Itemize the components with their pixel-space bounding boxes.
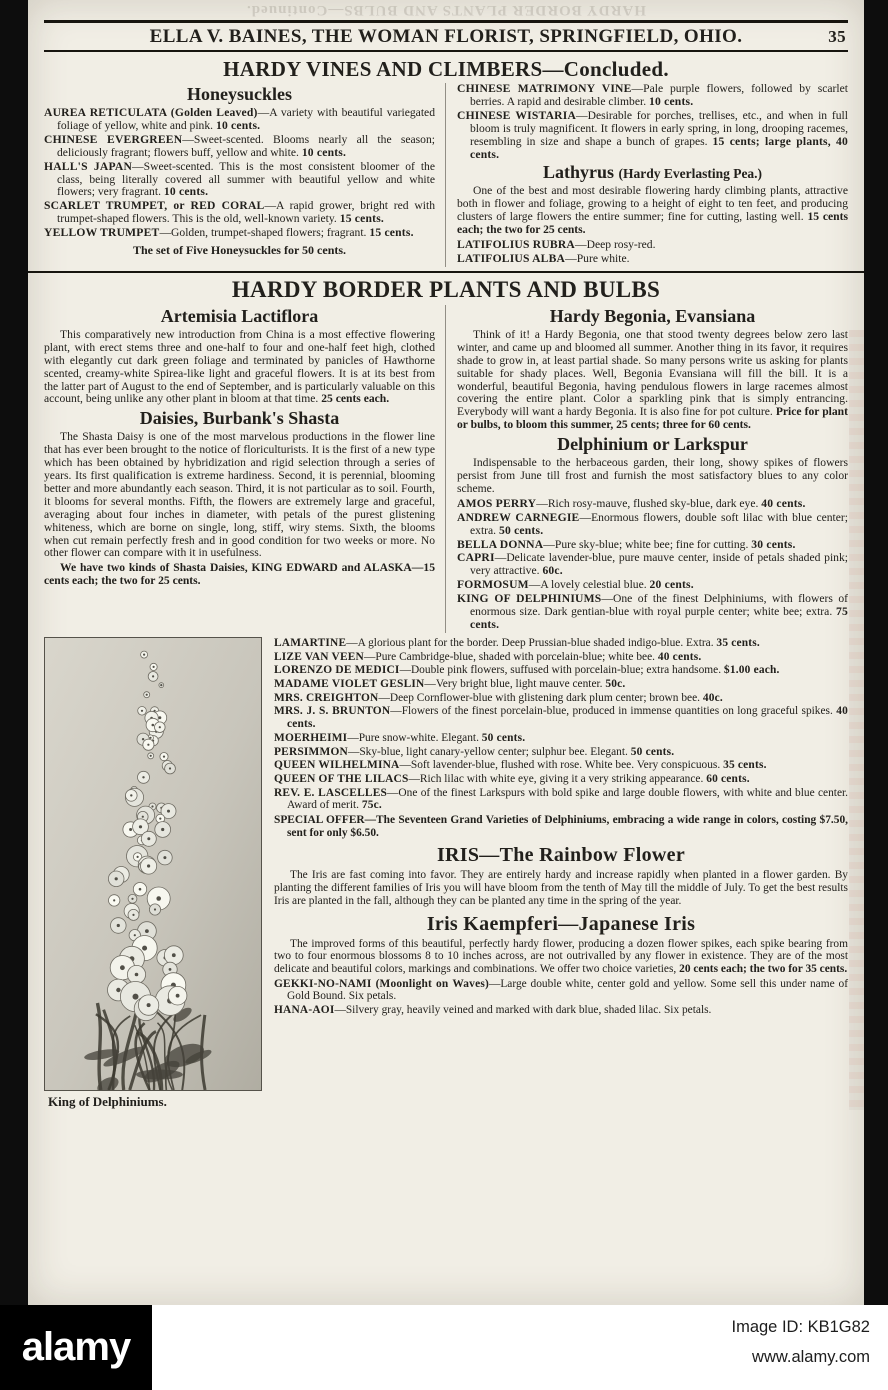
shasta-paragraph: The Shasta Daisy is one of the most marvelous productions in the flower line that has ever been brought to the notice of floriculturists. It is the first of a new type which has been obtained by hybridization and rigid selection through a series of years. Its first qualification is extreme hardiness. Second, it is perennial, blooming better and more abundantly each season. Third, it is not particular as to soil. Fourth, it blooms for several months. Fifth, the flowers are extremely large and graceful, averaging about four inches in diameter, with petals of the purest glistening whiteness, which are borne on single, long, stiff, wiry stems. Sixth, the blooms when cut remain perfectly fresh and in good condition for two weeks or more. No other flower can compare with it in usefulness.	[44, 430, 435, 560]
begonia-paragraph-text: Think of it! a Hardy Begonia, one that stood twenty degrees below zero last winter, and came up and bloomed all summer. Another thing in its favor, it requires shade to grow in, at least partial shade. So many persons write us asking for plants suitable for shady places. Well, Begonia Evansiana will fill the bill. It is a wonderful, beautiful Begonia, having pendulous flowers in large racemes almost covering the entire plant. Color a sparkling pink that is simply entrancing. Everybody will want a hardy Begonia. It is also fine for pot culture.	[457, 327, 848, 419]
lathyrus-list	[457, 239, 848, 266]
artemisia-paragraph	[44, 329, 435, 406]
entry-description: —Deep Cornflower-blue with glistening dark plum center; brown bee.	[378, 691, 700, 704]
catalog-entry	[274, 773, 848, 786]
catalog-entry	[274, 732, 848, 745]
entry-price: 15 cents.	[339, 212, 385, 226]
iris-paragraph: The Iris are fast coming into favor. They are entirely hardy and increase rapidly when planted in a flower garden. By planting the different families of Iris you will have bloom from the tenth of May till the middle of July. To get the best results Iris are planted in the fall, although they can be planted any time in the spring of the year.	[274, 869, 848, 907]
entry-price: 75c.	[361, 799, 382, 812]
honeysuckles-list	[44, 107, 435, 240]
catalog-entry	[44, 200, 435, 226]
alamy-url-text: www.alamy.com	[752, 1348, 870, 1366]
entry-price: 35 cents.	[723, 759, 767, 772]
entry-variety-name: MRS. J. S. BRUNTON	[274, 705, 391, 718]
begonia-price: Price for plant or bulbs, to bloom this summer, 25 cents; three for 60 cents.	[457, 405, 848, 432]
entry-price: $1.00 each.	[723, 664, 780, 677]
entry-price: 35 cents.	[716, 636, 760, 649]
watermark-bar	[0, 1305, 888, 1390]
kaempferi-heading: Iris Kaempferi—Japanese Iris	[426, 912, 696, 935]
entry-description: —Flowers of the finest porcelain-blue, produced in immense quantities on long graceful spikes.	[390, 705, 833, 718]
catalog-entry	[44, 161, 435, 200]
catalog-entry	[274, 787, 848, 812]
entry-description: —A glorious plant for the border. Deep Prussian-blue shaded indigo-blue. Extra.	[346, 636, 714, 649]
entry-variety-name: LATIFOLIUS RUBRA	[457, 238, 575, 252]
kaempferi-list	[274, 978, 848, 1017]
entry-variety-name: YELLOW TRUMPET	[44, 226, 160, 240]
entry-variety-name: MADAME VIOLET GESLIN	[274, 678, 425, 691]
kaempferi-paragraph-text: The improved forms of this beautiful, perfectly hardy flower, producing a dozen flower spikes, each spike bearing from two to four enormous blossoms 8 to 10 inches across, are not outrivalled by any flower in existence. They are of the most delicate and beautiful colors, markings and combinations. We offer two choice varieties,	[274, 937, 848, 975]
shasta-offer: We have two kinds of Shasta Daisies, KING EDWARD and ALASKA—15 cents each; the two for 25 cents.	[44, 561, 435, 588]
border-columns	[44, 305, 848, 633]
entry-variety-name: HANA-AOI	[274, 1004, 335, 1017]
image-id-text: Image ID: KB1G82	[731, 1318, 870, 1336]
kaempferi-price: 20 cents each; the two for 35 cents.	[679, 962, 848, 975]
entry-variety-name: MOERHEIMI	[274, 731, 348, 744]
entry-description: —Pure snow-white. Elegant.	[347, 731, 479, 744]
entry-variety-name: CHINESE MATRIMONY VINE	[457, 82, 632, 95]
entry-description: —One of the finest Larkspurs with bold spike and large double flowers, with white and blue center. Award of merit.	[287, 786, 849, 812]
border-right-column	[445, 305, 848, 633]
entry-description: —Enormous flowers, double soft lilac with blue center; extra.	[470, 510, 848, 537]
entry-price: 60 cents.	[706, 772, 750, 785]
bottom-right-column	[262, 637, 848, 1110]
kaempferi-paragraph	[274, 938, 848, 976]
section-title-border-plants: HARDY BORDER PLANTS AND BULBS	[231, 276, 661, 302]
entry-price: 60c.	[542, 564, 563, 578]
entry-price: 30 cents.	[751, 537, 796, 551]
delphinium-continued-list	[274, 637, 848, 812]
delphinium-special-offer: SPECIAL OFFER—The Seventeen Grand Varieties of Delphiniums, embracing a wide range in colors, costing $7.50, sent for only $6.50.	[274, 814, 848, 839]
alamy-logo-text: alamy	[21, 1325, 131, 1369]
entry-variety-name: ANDREW CARNEGIE	[457, 510, 580, 524]
entry-description: —Large double white, center gold and yellow. Some sell this under name of Gold Bound. Six petals.	[287, 977, 848, 1003]
entry-variety-name: REV. E. LASCELLES	[274, 786, 388, 799]
delphinium-photo-illustration	[45, 638, 261, 1090]
begonia-heading: Hardy Begonia, Evansiana	[549, 305, 756, 326]
catalog-entry	[44, 107, 435, 133]
entry-variety-name: CHINESE WISTARIA	[457, 108, 577, 122]
entry-price: 50 cents.	[630, 745, 675, 758]
begonia-paragraph	[457, 329, 848, 432]
entry-description: —Double pink flowers, suffused with porcelain-blue; extra handsome.	[399, 664, 722, 677]
entry-description: —Sweet-scented. Blooms nearly all the season; deliciously fragrant; flowers buff, yellow and white.	[57, 132, 435, 159]
delphinium-heading: Delphinium or Larkspur	[557, 434, 748, 455]
entry-description: —A rapid grower, bright red with trumpet-shaped flowers. This is the old, well-known variety.	[57, 199, 435, 226]
entry-variety-name: HALL'S JAPAN	[44, 159, 133, 173]
entry-variety-name: KING OF DELPHINIUMS	[457, 592, 602, 606]
catalog-entry	[457, 498, 848, 511]
entry-description: —Pure Cambridge-blue, shaded with porcelain-blue; white bee.	[363, 650, 655, 663]
iris-heading: IRIS—The Rainbow Flower	[436, 844, 686, 867]
delphinium-figure	[44, 637, 262, 1110]
entry-description: —Sky-blue, light canary-yellow center; sulphur bee. Elegant.	[347, 745, 628, 758]
entry-price: 15 cents.	[369, 226, 414, 240]
shasta-heading: Daisies, Burbank's Shasta	[139, 408, 340, 429]
catalog-entry	[457, 539, 848, 552]
entry-variety-name: AMOS PERRY	[457, 496, 537, 510]
delphinium-paragraph: Indispensable to the herbaceous garden, their long, showy spikes of flowers persist from June till frost and furnish the most satisfactory blues to any color scheme.	[457, 456, 848, 495]
entry-price: 50c.	[605, 678, 626, 691]
entry-price: 40 cents.	[657, 650, 702, 663]
delphinium-photo	[44, 637, 262, 1091]
catalog-entry	[274, 651, 848, 664]
catalog-entry	[457, 83, 848, 109]
lathyrus-heading	[457, 162, 848, 183]
catalog-entry	[274, 678, 848, 691]
catalog-entry	[457, 239, 848, 252]
entry-description: —Sweet-scented. This is the most consistent bloomer of the class, being literally covered all summer with beautiful yellow and white flowers; very fragrant.	[57, 159, 435, 199]
honeysuckles-set-offer: The set of Five Honeysuckles for 50 cents.	[132, 243, 347, 258]
entry-variety-name: LORENZO DE MEDICI	[274, 664, 400, 677]
entry-description: —Very bright blue, light mauve center.	[424, 678, 603, 691]
publisher-title: ELLA V. BAINES, THE WOMAN FLORIST, SPRINGFIELD, OHIO.	[149, 26, 743, 47]
entry-variety-name: BELLA DONNA	[457, 537, 544, 551]
border-left-column	[44, 305, 435, 633]
entry-variety-name: MRS. CREIGHTON	[274, 691, 379, 704]
entry-description: —Delicate lavender-blue, pure mauve center, inside of petals shaded pink; very attractive.	[470, 551, 848, 578]
catalog-page	[28, 0, 864, 1305]
catalog-entry	[274, 692, 848, 705]
entry-variety-name: LATIFOLIUS ALBA	[457, 251, 566, 265]
artemisia-price: 25 cents each.	[321, 392, 390, 406]
entry-description: —Pure sky-blue; white bee; fine for cutting.	[543, 537, 749, 551]
lathyrus-price: 15 cents each; the two for 25 cents.	[457, 210, 848, 237]
catalog-entry	[274, 705, 848, 730]
catalog-entry	[457, 253, 848, 266]
entry-variety-name: LAMARTINE	[274, 636, 347, 649]
entry-price: 10 cents.	[301, 145, 347, 159]
entry-description: —Soft lavender-blue, flushed with rose. White bee. Very conspicuous.	[399, 759, 721, 772]
entry-description: —Silvery gray, heavily veined and marked with dark blue, shaded lilac. Six petals.	[334, 1004, 712, 1017]
entry-variety-name: PERSIMMON	[274, 745, 348, 758]
entry-variety-name: LIZE VAN VEEN	[274, 650, 364, 663]
watermark-info	[732, 1305, 888, 1390]
lathyrus-title: Lathyrus	[542, 162, 614, 183]
entry-description: —A variety with beautiful variegated foliage of yellow, white and pink.	[57, 106, 435, 132]
entry-description: —Desirable for porches, trellises, etc., and when in full bloom is truly magnificent. It flowers in early spring, in long, drooping racemes, resembling in size and shape a bunch of grapes.	[470, 108, 848, 148]
entry-description: —Pale purple flowers, followed by scarlet berries. A rapid and desirable climber.	[470, 82, 848, 108]
lathyrus-subtitle: (Hardy Everlasting Pea.)	[618, 166, 763, 182]
entry-description: —Pure white.	[565, 251, 630, 265]
section-title-vines: HARDY VINES AND CLIMBERS—Concluded.	[223, 57, 669, 81]
entry-description: —One of the finest Delphiniums, with flowers of enormous size. Dark gentian-blue with royal purple center; white bee; extra.	[470, 592, 848, 619]
entry-price: 15 cents; large plants, 40 cents.	[470, 134, 848, 161]
delphinium-list	[457, 498, 848, 632]
entry-variety-name: GEKKI-NO-NAMI (Moonlight on Waves)	[274, 977, 489, 990]
page-number: 35	[828, 27, 846, 46]
figure-caption: King of Delphiniums.	[48, 1093, 167, 1109]
bleedthrough-text: HARDY BORDER PLANTS AND BULBS—Continued.	[246, 2, 646, 18]
catalog-entry	[44, 134, 435, 160]
lathyrus-paragraph	[457, 185, 848, 237]
section-divider-rule	[28, 271, 864, 273]
artemisia-heading: Artemisia Lactiflora	[160, 305, 319, 326]
alamy-logo	[0, 1305, 152, 1390]
vines-right-column	[445, 83, 848, 267]
entry-variety-name: SCARLET TRUMPET, or RED CORAL	[44, 199, 265, 213]
catalog-entry	[457, 110, 848, 162]
catalog-entry	[274, 759, 848, 772]
catalog-entry	[457, 593, 848, 632]
catalog-entry	[274, 746, 848, 759]
honeysuckles-heading: Honeysuckles	[186, 84, 292, 104]
catalog-entry	[44, 227, 435, 240]
catalog-entry	[274, 1004, 848, 1017]
entry-variety-name: FORMOSUM	[457, 578, 529, 592]
catalog-entry	[457, 579, 848, 592]
entry-description: —Rich lilac with white eye, giving it a very striking appearance.	[408, 772, 704, 785]
entry-price: 40 cents.	[761, 496, 806, 510]
lathyrus-paragraph-text: One of the best and most desirable flowering hardy climbing plants, attractive both in flower and foliage, growing to a height of eight to ten feet, and producing clusters of large flowers the entire summer; fine for cutting, lasting well.	[457, 184, 848, 224]
catalog-entry	[457, 552, 848, 578]
entry-price: 10 cents.	[215, 118, 261, 132]
entry-variety-name: QUEEN WILHELMINA	[274, 759, 400, 772]
bottom-section	[44, 637, 848, 1110]
catalog-entry	[274, 978, 848, 1003]
entry-price: 50 cents.	[481, 731, 526, 744]
entry-price: 20 cents.	[649, 578, 694, 592]
artemisia-paragraph-text: This comparatively new introduction from China is a most effective flowering plant, with erect stems three and one-half to four and one-half feet high, clothed with elegantly cut dark green foliage and terminated by panicles of Hawthorne scented, creamy-white Spirea-like light and graceful flowers. It is at its best from the latter part of August to the end of September, and is particularly valuable on this account, being unlike any other plant in bloom at that time.	[44, 327, 435, 406]
catalog-entry	[274, 637, 848, 650]
catalog-entry	[274, 664, 848, 677]
entry-description: —A lovely celestial blue.	[528, 578, 647, 592]
entry-description: —Rich rosy-mauve, flushed sky-blue, dark eye.	[536, 496, 759, 510]
entry-price: 40c.	[702, 691, 723, 704]
entry-variety-name: QUEEN OF THE LILACS	[274, 772, 409, 785]
entry-description: —Deep rosy-red.	[574, 238, 656, 252]
entry-price: 40 cents.	[287, 705, 848, 731]
entry-variety-name: CAPRI	[457, 551, 495, 565]
entry-description: —Golden, trumpet-shaped flowers; fragrant.	[159, 226, 367, 240]
vines-right-list	[457, 83, 848, 161]
entry-price: 75 cents.	[470, 605, 848, 631]
catalog-entry	[457, 512, 848, 538]
entry-price: 10 cents.	[649, 94, 694, 108]
entry-variety-name: CHINESE EVERGREEN	[44, 132, 183, 146]
page-header	[44, 20, 848, 52]
entry-price: 50 cents.	[498, 523, 544, 537]
entry-price: 10 cents.	[163, 185, 209, 199]
entry-variety-name: AUREA RETICULATA (Golden Leaved)	[44, 106, 258, 119]
vines-columns	[44, 83, 848, 267]
vines-left-column	[44, 83, 435, 267]
